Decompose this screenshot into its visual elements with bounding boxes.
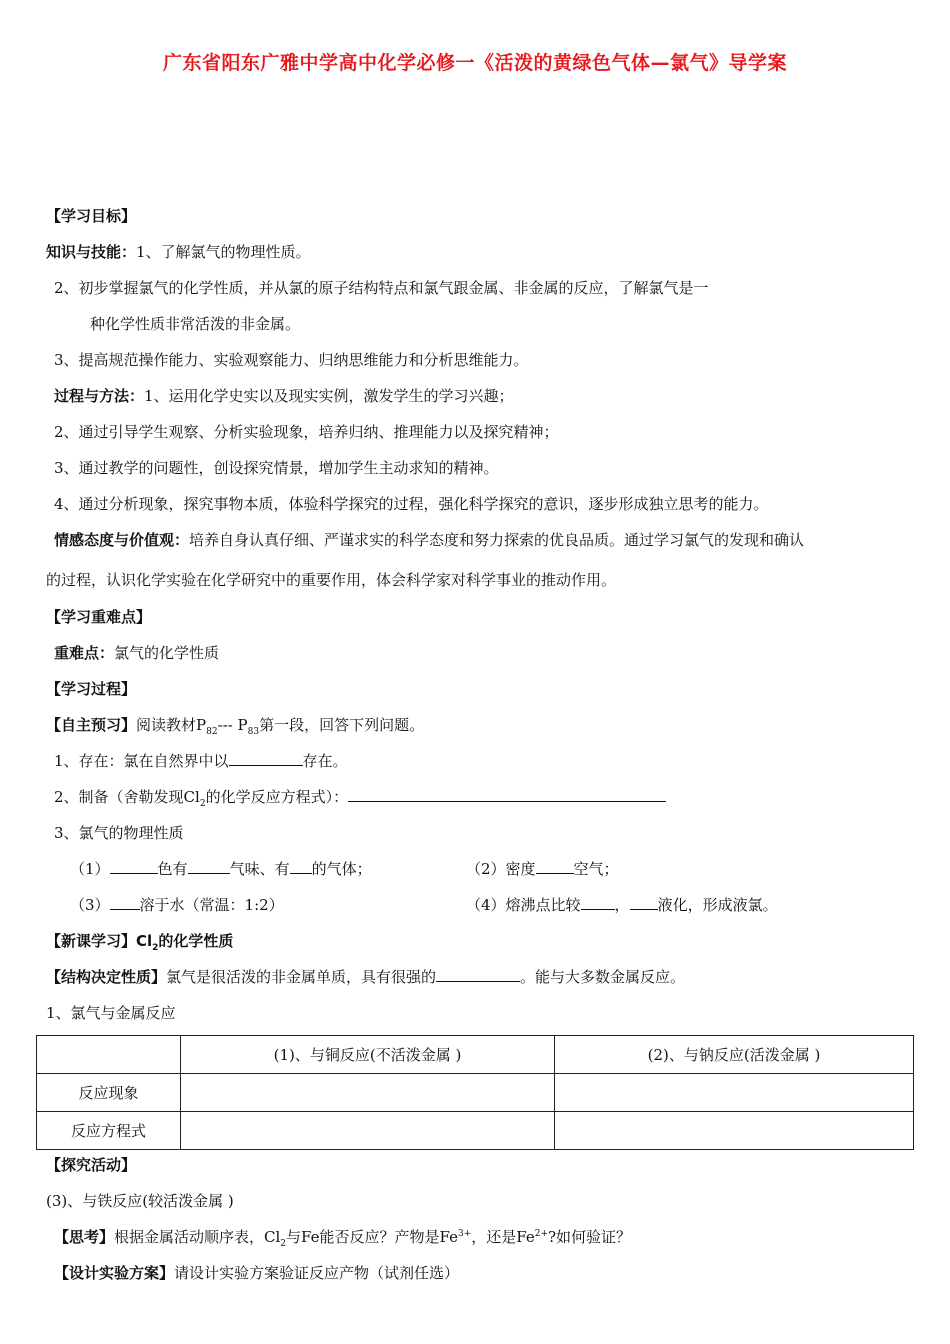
answer-blank[interactable]	[110, 859, 158, 874]
difficulty-heading: 【学习重难点】	[46, 608, 152, 626]
process-line-3: 3、通过教学的问题性，创设探究情景，增加学生主动求知的精神。	[54, 459, 499, 477]
design-line: 【设计实验方案】请设计实验方案验证反应产物（试剂任选）	[54, 1264, 460, 1282]
structure-line: 【结构决定性质】氯气是很活泼的非金属单质，具有很强的 。能与大多数金属反应。	[46, 968, 686, 986]
attitude-label: 情感态度与价值观：	[54, 531, 190, 549]
answer-blank[interactable]	[290, 859, 312, 874]
process-line-2: 2、通过引导学生观察、分析实验现象，培养归纳、推理能力以及探究精神；	[54, 423, 559, 441]
table-row	[37, 1074, 914, 1112]
table-header-sodium: (2)、与钠反应(活泼金属 )	[555, 1036, 914, 1074]
answer-blank[interactable]	[188, 859, 230, 874]
table-row	[37, 1036, 914, 1074]
table-row-label-phenomenon: 反应现象	[37, 1074, 181, 1112]
metal-reaction-line: 1、氯气与金属反应	[46, 1004, 176, 1022]
physical-prop-2: （2）密度 空气；	[466, 860, 619, 878]
document-title: 广东省阳东广雅中学高中化学必修一《活泼的黄绿色气体—氯气》导学案	[162, 52, 787, 74]
process-heading: 【学习过程】	[46, 680, 137, 698]
knowledge-label: 知识与技能：	[46, 243, 137, 261]
table-cell	[37, 1036, 181, 1074]
question-existence: 1、存在：氯在自然界中以 存在。	[54, 752, 348, 770]
new-lesson-heading: 【新课学习】$Cl_2$的化学性质	[46, 932, 234, 953]
physical-prop-3: （3） 溶于水（常温：1:2）	[70, 896, 284, 914]
process-label: 过程与方法：	[54, 387, 145, 405]
attitude-line-2: 的过程，认识化学实验在化学研究中的重要作用，体会科学家对科学事业的推动作用。	[46, 571, 617, 589]
knowledge-line-2: 2、初步掌握氯气的化学性质，并从氯的原子结构特点和氯气跟金属、非金属的反应，了解氯气是一	[54, 279, 709, 297]
table-cell[interactable]	[555, 1112, 914, 1150]
reaction-table	[36, 1035, 914, 1150]
difficulty-line: 重难点：氯气的化学性质	[54, 644, 220, 662]
preview-line: 【自主预习】阅读教材$P_{82}---$ $P_{83}$第一段，回答下列问题。	[46, 716, 425, 737]
answer-blank[interactable]	[536, 859, 574, 874]
explore-heading: 【探究活动】	[46, 1156, 137, 1174]
answer-blank[interactable]	[229, 751, 303, 766]
iron-reaction-line: (3)、与铁反应(较活泼金属 )	[46, 1192, 234, 1210]
attitude-line-1: 情感态度与价值观：培养自身认真仔细、严谨求实的科学态度和努力探索的优良品质。通过学习氯气的发现和确认	[54, 531, 805, 549]
table-cell[interactable]	[555, 1074, 914, 1112]
question-physical-props: 3、氯气的物理性质	[54, 824, 184, 842]
answer-blank[interactable]	[110, 895, 140, 910]
knowledge-line-2b: 种化学性质非常活泼的非金属。	[90, 315, 301, 333]
table-cell[interactable]	[181, 1074, 555, 1112]
table-header-copper: (1)、与铜反应(不活泼金属 )	[181, 1036, 555, 1074]
objectives-heading: 【学习目标】	[46, 207, 137, 225]
process-line-1: 过程与方法：1、运用化学史实以及现实实例，激发学生的学习兴趣；	[54, 387, 514, 405]
table-cell[interactable]	[181, 1112, 555, 1150]
table-row-label-equation: 反应方程式	[37, 1112, 181, 1150]
answer-blank[interactable]	[348, 787, 666, 802]
physical-prop-1: （1） 色有 气味、有 的气体；	[70, 860, 372, 878]
answer-blank[interactable]	[436, 967, 520, 982]
answer-blank[interactable]	[630, 895, 658, 910]
think-line: 【思考】根据金属活动顺序表，$Cl_2$与Fe能否反应？产物是$Fe^{3+}$，还是$Fe^{2+}$?如何验证？	[54, 1228, 632, 1249]
knowledge-line-1: 知识与技能：1、了解氯气的物理性质。	[46, 243, 311, 261]
knowledge-line-3: 3、提高规范操作能力、实验观察能力、归纳思维能力和分析思维能力。	[54, 351, 529, 369]
question-preparation: 2、制备（舍勒发现$Cl_2$的化学反应方程式）：	[54, 787, 666, 807]
answer-blank[interactable]	[581, 895, 615, 910]
process-line-4: 4、通过分析现象，探究事物本质，体验科学探究的过程，强化科学探究的意识，逐步形成独立思考的能力。	[54, 495, 769, 513]
table-row	[37, 1112, 914, 1150]
physical-prop-4: （4）熔沸点比较 ， 液化，形成液氯。	[466, 896, 778, 914]
